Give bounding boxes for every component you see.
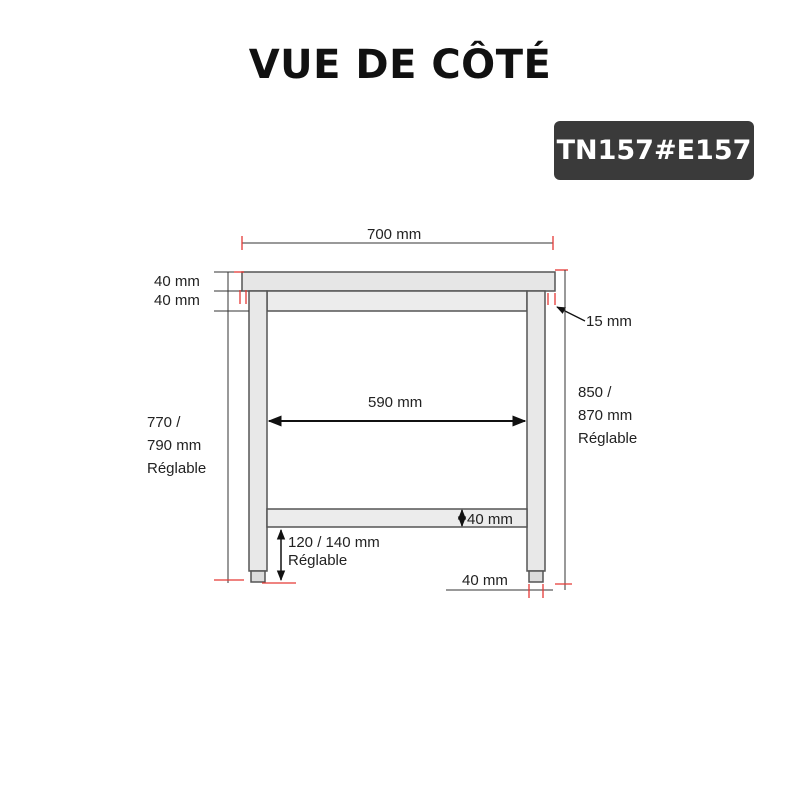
left-leg: [249, 291, 267, 571]
inner-width-label: 590 mm: [368, 394, 423, 411]
overhang-arrow: [557, 307, 585, 321]
height-leg-line1: 770 /: [147, 414, 181, 431]
height-total-line3: Réglable: [578, 430, 638, 447]
height-total-line1: 850 /: [578, 384, 612, 401]
shelf-thickness-label: 40 mm: [467, 511, 513, 528]
height-leg-line2: 790 mm: [147, 437, 202, 454]
reference-badge: TN157#E157: [554, 121, 754, 180]
right-leg: [527, 291, 545, 571]
table-apron: [267, 291, 527, 311]
page-title: VUE DE CÔTÉ: [248, 42, 552, 88]
height-leg-line3: Réglable: [147, 460, 207, 477]
table-top: [242, 272, 555, 291]
shelf-height-line2: Réglable: [288, 552, 348, 569]
right-foot: [529, 571, 543, 582]
apron-height-label: 40 mm: [154, 292, 200, 309]
overhang-label: 15 mm: [586, 313, 632, 330]
left-foot: [251, 571, 265, 582]
leg-width-label: 40 mm: [462, 572, 508, 589]
top-thickness-label: 40 mm: [154, 273, 200, 290]
width-total-label: 700 mm: [367, 226, 422, 243]
shelf-height-line1: 120 / 140 mm: [288, 534, 380, 551]
height-total-line2: 870 mm: [578, 407, 633, 424]
